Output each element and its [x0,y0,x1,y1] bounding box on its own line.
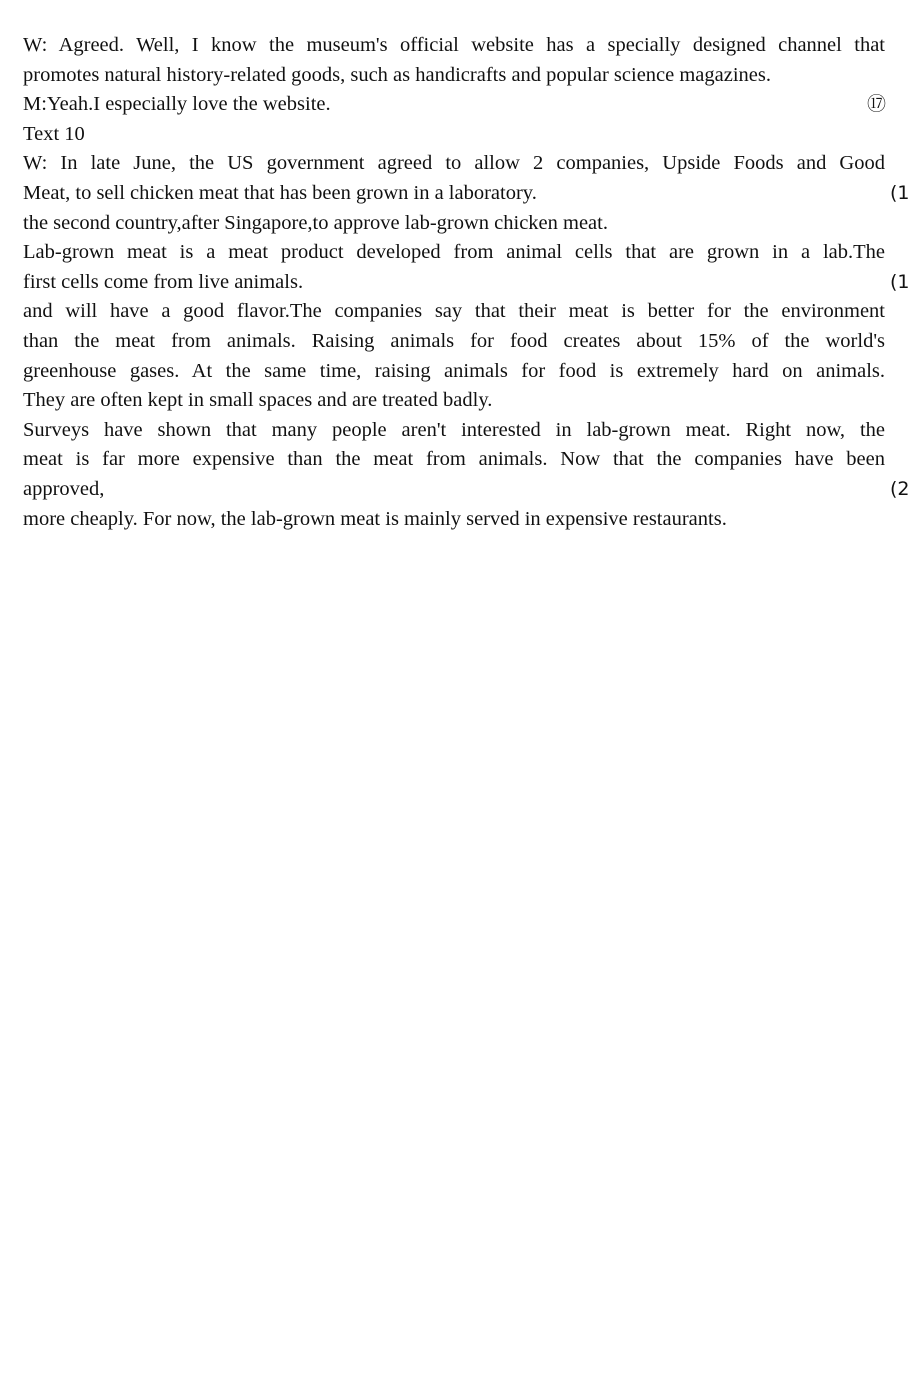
section-heading-text-10: Text 10 [23,122,85,145]
transcript-text [23,31,910,534]
text-line-9-content: first cells come from live animals. [23,270,304,293]
text-line-10: and will have a good flavor.The companies say that their meat is better for the environment [23,300,885,323]
text-line-12: greenhouse gases. At the same time, raising animals for food is extremely hard on animals. [23,359,885,382]
text-line-17: more cheaply. For now, the lab-grown meat is mainly served in expensive restaurants. [23,507,727,530]
text-line-2: promotes natural history-related goods, such as handicrafts and popular science magazines. [23,63,771,86]
text-line-16-content: approved, [23,477,105,500]
text-line-3-content: M:Yeah.I especially love the website. [23,93,331,116]
text-line-7: the second country,after Singapore,to approve lab-grown chicken meat. [23,211,608,234]
text-line-16 [23,475,910,505]
text-line-13: They are often kept in small spaces and are treated badly. [23,389,493,412]
text-line-1: W: Agreed. Well, I know the museum's official website has a specially designed channel that [23,34,885,56]
question-marker-17: ⑰ [866,93,886,116]
text-line-8: Lab-grown meat is a meat product developed from animal cells that are grown in a lab.The [23,241,885,264]
question-marker-partial-a: (1 [890,181,910,204]
text-line-3 [23,90,885,120]
text-line-11: than the meat from animals. Raising animals for food creates about 15% of the world's [23,329,885,352]
text-line-9 [23,268,910,298]
question-marker-partial-b: (1 [890,270,910,293]
text-line-5: W: In late June, the US government agreed to allow 2 companies, Upside Foods and Good [23,152,885,175]
text-line-6 [23,179,910,209]
text-line-6-content: Meat, to sell chicken meat that has been grown in a laboratory. [23,181,537,204]
question-marker-partial-c: (2 [890,477,910,500]
text-line-15: meat is far more expensive than the meat from animals. Now that the companies have been [23,448,885,471]
text-line-14: Surveys have shown that many people aren't interested in lab-grown meat. Right now, the [23,418,885,441]
